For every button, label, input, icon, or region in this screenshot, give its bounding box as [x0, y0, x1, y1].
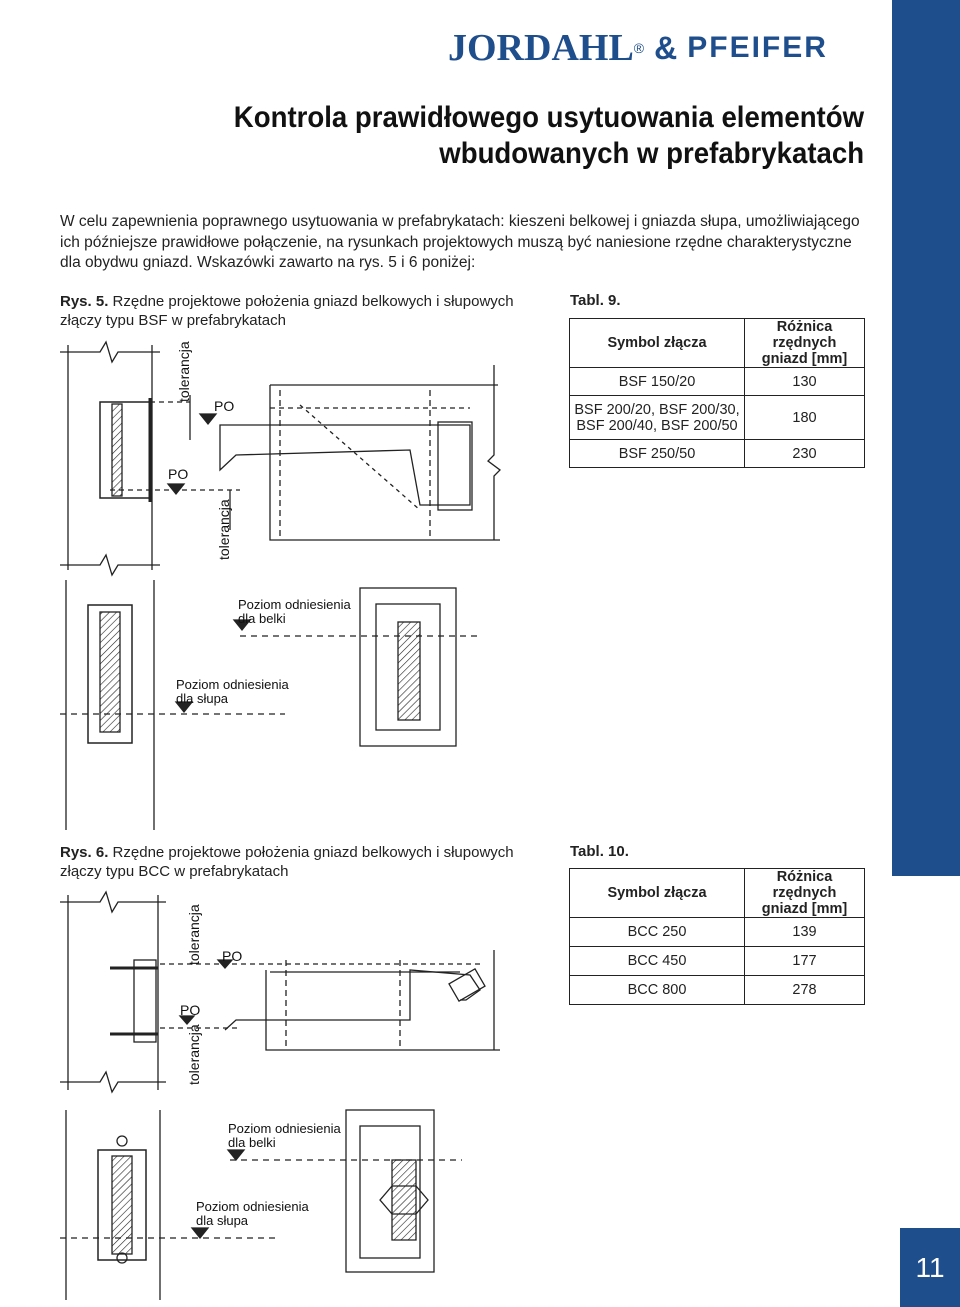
fig6-label-po-bottom: PO	[180, 1002, 201, 1018]
fig6-caption-number: Rys. 6.	[60, 844, 109, 861]
table9-cell: BSF 250/50	[570, 440, 745, 468]
fig5-caption-number: Rys. 5.	[60, 293, 109, 310]
table10-cell: 177	[745, 947, 865, 976]
fig5-label-po-top: PO	[214, 398, 235, 414]
table10-cell: BCC 800	[570, 976, 745, 1005]
fig5-label-tolerance-bottom: tolerancja	[216, 499, 232, 560]
fig6-side-view	[60, 892, 500, 1092]
page-number: 11	[900, 1228, 960, 1307]
table9-header-diff: Różnica rzędnych gniazd [mm]	[745, 319, 865, 368]
table9-title: Tabl. 9.	[570, 292, 621, 309]
intro-paragraph: W celu zapewnienia poprawnego usytuowania w prefabrykatach: kieszeni belkowej i gniazda słupa, umożliwiającego ich późniejsze prawidłowe połączenie, na rysunkach projektowych muszą być naniesione rzędne charakterystyczne dla obydwu gniazd. Wskazówki zawarto na rys. 5 i 6 poniżej:	[60, 213, 860, 271]
table9-cell: BSF 200/20, BSF 200/30, BSF 200/40, BSF 200/50	[570, 396, 745, 440]
table10-cell: 278	[745, 976, 865, 1005]
fig5-label-po-bottom: PO	[168, 466, 189, 482]
fig5-caption-text: Rzędne projektowe położenia gniazd belkowych i słupowych złączy typu BSF w prefabrykatach	[60, 293, 514, 329]
table9-cell: 130	[745, 368, 865, 396]
fig6-label-po-top: PO	[222, 948, 243, 964]
fig5-label-ref-beam: Poziom odniesienia dla belki	[238, 597, 351, 626]
table10-header-symbol: Symbol złącza	[570, 869, 745, 918]
fig5-side-view	[60, 342, 500, 575]
title-line-2: wbudowanych w prefabrykatach	[439, 137, 864, 170]
logo-jordahl: JORDAHL	[448, 27, 634, 69]
table9-cell: 180	[745, 396, 865, 440]
fig6-label-ref-beam: Poziom odniesienia dla belki	[228, 1121, 341, 1150]
table10-header-diff: Różnica rzędnych gniazd [mm]	[745, 869, 865, 918]
fig6-label-ref-column: Poziom odniesienia dla słupa	[196, 1199, 309, 1228]
fig6-label-tolerance-top: tolerancja	[186, 904, 202, 965]
table10-title: Tabl. 10.	[570, 843, 629, 860]
fig6-label-tolerance-bottom: tolerancja	[186, 1024, 202, 1085]
logo-pfeifer: PFEIFER	[687, 31, 828, 64]
table10-cell: BCC 450	[570, 947, 745, 976]
table9-cell: BSF 150/20	[570, 368, 745, 396]
fig5-label-ref-column: Poziom odniesienia dla słupa	[176, 677, 289, 706]
table9-cell: 230	[745, 440, 865, 468]
logo-ampersand: &	[654, 29, 678, 66]
title-line-1: Kontrola prawidłowego usytuowania elementów	[233, 101, 864, 134]
table10-cell: 139	[745, 918, 865, 947]
table10-cell: BCC 250	[570, 918, 745, 947]
fig5-label-tolerance-top: tolerancja	[176, 341, 192, 402]
table9-header-symbol: Symbol złącza	[570, 319, 745, 368]
logo-registered-mark: ®	[633, 40, 645, 56]
fig6-caption-text: Rzędne projektowe położenia gniazd belkowych i słupowych złączy typu BCC w prefabrykatach	[60, 844, 514, 880]
